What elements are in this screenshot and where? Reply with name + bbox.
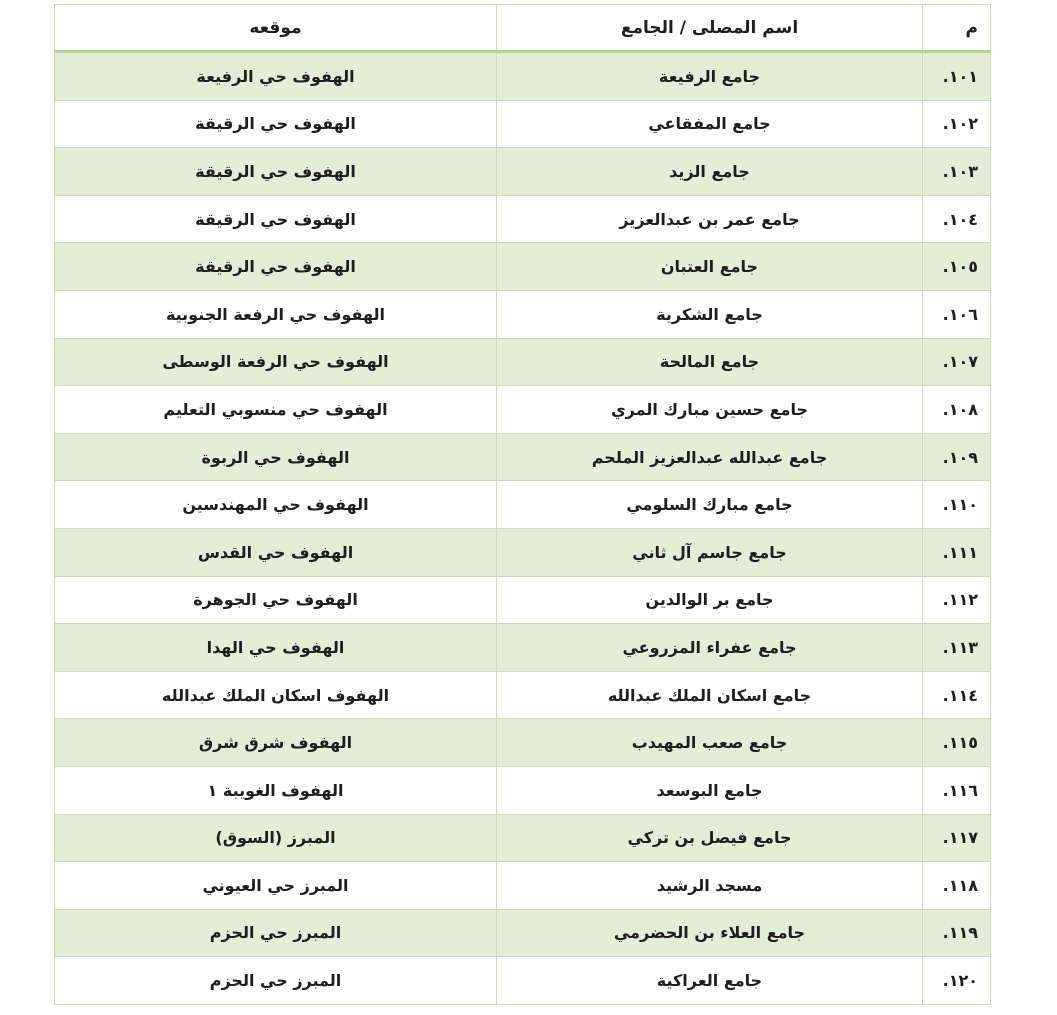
row-mosque-name: مسجد الرشيد [497,862,923,910]
table-row [55,671,991,719]
row-location: المبرز حي العيوني [55,862,497,910]
table-row [55,433,991,481]
row-number: ١١٨. [923,862,991,910]
table-row [55,386,991,434]
table-row [55,338,991,386]
row-number: ١٠٧. [923,338,991,386]
table-row [55,624,991,672]
row-number: ١٠١. [923,52,991,101]
row-location: الهفوف حي الرفعة الوسطى [55,338,497,386]
table-row [55,195,991,243]
row-location: الهفوف حي الرقيقة [55,195,497,243]
row-location: الهفوف اسكان الملك عبدالله [55,671,497,719]
header-name: اسم المصلى / الجامع [497,5,923,52]
row-location: الهفوف حي الرفيعة [55,52,497,101]
row-location: الهفوف حي الرقيقة [55,243,497,291]
table-row [55,100,991,148]
row-location: المبرز (السوق) [55,814,497,862]
table-row [55,862,991,910]
row-number: ١٢٠. [923,957,991,1005]
row-number: ١١٩. [923,909,991,957]
table-row [55,814,991,862]
row-location: الهفوف حي الهدا [55,624,497,672]
row-number: ١١٠. [923,481,991,529]
row-mosque-name: جامع الشكرية [497,290,923,338]
row-mosque-name: جامع بر الوالدين [497,576,923,624]
row-mosque-name: جامع مبارك السلومي [497,481,923,529]
row-location: الهفوف حي منسوبي التعليم [55,386,497,434]
row-mosque-name: جامع البوسعد [497,766,923,814]
row-mosque-name: جامع الرفيعة [497,52,923,101]
table-row [55,148,991,196]
row-number: ١١١. [923,528,991,576]
row-number: ١١٢. [923,576,991,624]
row-mosque-name: جامع العتبان [497,243,923,291]
table-row [55,528,991,576]
row-mosque-name: جامع العلاء بن الحضرمي [497,909,923,957]
row-mosque-name: جامع فيصل بن تركي [497,814,923,862]
row-location: الهفوف حي الرفعة الجنوبية [55,290,497,338]
row-number: ١٠٦. [923,290,991,338]
row-location: الهفوف حي المهندسين [55,481,497,529]
row-number: ١٠٤. [923,195,991,243]
row-mosque-name: جامع حسين مبارك المري [497,386,923,434]
header-number: م [923,5,991,52]
row-number: ١٠٢. [923,100,991,148]
row-number: ١٠٨. [923,386,991,434]
row-mosque-name: جامع العراكية [497,957,923,1005]
row-number: ١١٧. [923,814,991,862]
row-mosque-name: جامع المفقاعي [497,100,923,148]
row-location: الهفوف حي الرقيقة [55,100,497,148]
table-body [55,52,991,1005]
table-row [55,766,991,814]
row-mosque-name: جامع صعب المهيدب [497,719,923,767]
mosque-table [54,4,991,1005]
row-number: ١٠٩. [923,433,991,481]
table-row [55,481,991,529]
row-mosque-name: جامع اسكان الملك عبدالله [497,671,923,719]
header-location: موقعه [55,5,497,52]
row-location: الهفوف حي الجوهرة [55,576,497,624]
row-number: ١٠٥. [923,243,991,291]
row-mosque-name: جامع جاسم آل ثاني [497,528,923,576]
row-location: المبرز حي الحزم [55,909,497,957]
row-mosque-name: جامع عبدالله عبدالعزيز الملحم [497,433,923,481]
row-location: الهفوف الغويبة ١ [55,766,497,814]
row-mosque-name: جامع عمر بن عبدالعزيز [497,195,923,243]
table-row [55,290,991,338]
row-location: الهفوف حي الرقيقة [55,148,497,196]
row-location: المبرز حي الحزم [55,957,497,1005]
row-number: ١١٤. [923,671,991,719]
header-row [55,5,991,52]
table-row [55,719,991,767]
mosque-table-container [54,4,990,1005]
row-number: ١١٥. [923,719,991,767]
table-row [55,52,991,101]
table-row [55,243,991,291]
row-mosque-name: جامع عفراء المزروعي [497,624,923,672]
row-number: ١١٣. [923,624,991,672]
row-number: ١١٦. [923,766,991,814]
table-row [55,909,991,957]
row-location: الهفوف حي الربوة [55,433,497,481]
row-number: ١٠٣. [923,148,991,196]
row-mosque-name: جامع المالحة [497,338,923,386]
row-location: الهفوف شرق شرق [55,719,497,767]
table-row [55,957,991,1005]
row-mosque-name: جامع الزيد [497,148,923,196]
table-row [55,576,991,624]
row-location: الهفوف حي القدس [55,528,497,576]
